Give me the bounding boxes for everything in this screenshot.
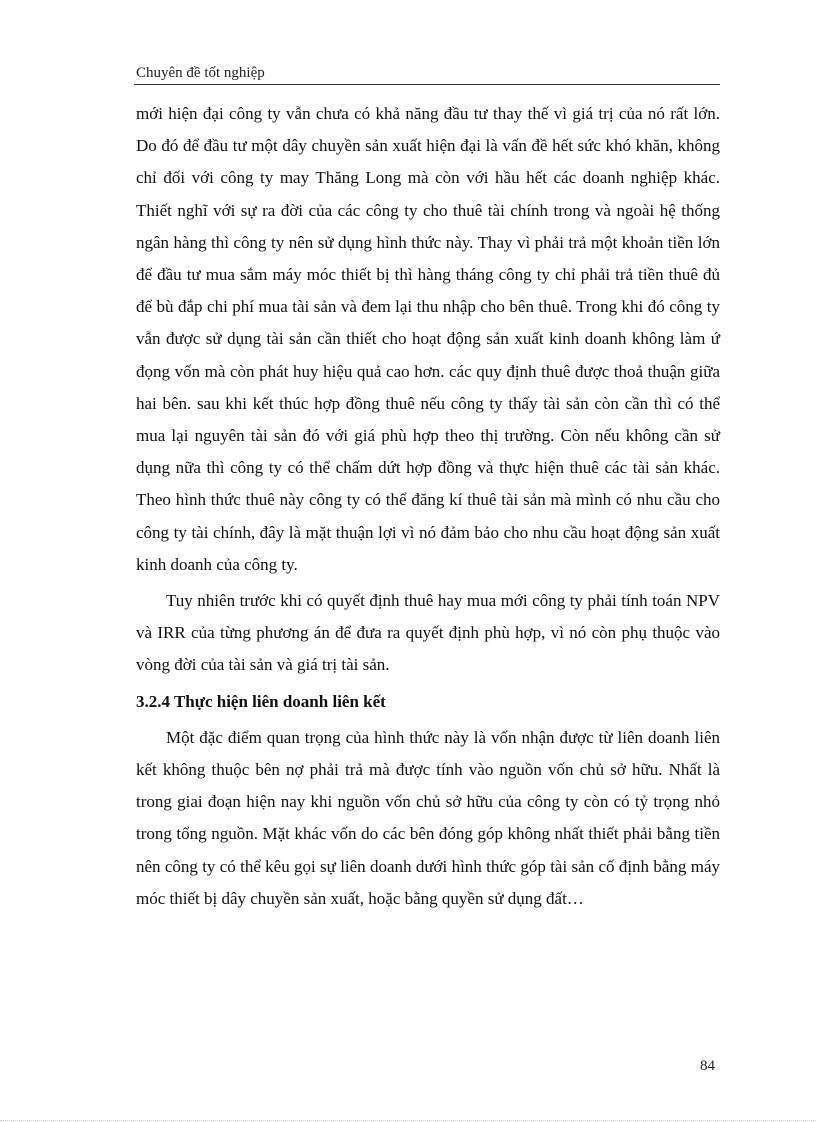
body-text <box>136 98 720 915</box>
header-divider <box>134 84 720 85</box>
paragraph-npv-irr: Tuy nhiên trước khi có quyết định thuê hay mua mới công ty phải tính toán NPV và IRR của từng phương án để đưa ra quyết định phù hợp, vì nó còn phụ thuộc vào vòng đời của tài sản và giá trị tài sản. <box>136 591 720 675</box>
page-bottom-edge <box>0 1120 816 1121</box>
section-heading: 3.2.4 Thực hiện liên doanh liên kết <box>136 691 386 711</box>
paragraph-leasing-continued: mới hiện đại công ty vẫn chưa có khả năng đầu tư thay thế vì giá trị của nó rất lớn. Do đó để đầu tư một dây chuyền sản xuất hiện đại là vấn đề hết sức khó khăn, không chỉ đối với công ty may Thăng Long mà còn với hầu hết các doanh nghiệp khác. Thiết nghĩ với sự ra đời của các công ty cho thuê tài chính trong và ngoài hệ thống ngân hàng thì công ty nên sử dụng hình thức này. Thay vì phải trả một khoản tiền lớn để đầu tư mua sắm máy móc thiết bị thì hàng tháng công ty chỉ phải trả tiền thuê đủ để bù đắp chi phí mua tài sản và đem lại thu nhập cho bên thuê. Trong khi đó công ty vẫn được sử dụng tài sản cần thiết cho hoạt động sản xuất kinh doanh không làm ứ đọng vốn mà còn phát huy hiệu quả cao hơn. các quy định thuê được thoả thuận giữa hai bên. sau khi kết thúc hợp đồng thuê nếu công ty thấy tài sản còn cần thì có thể mua lại nguyên tài sản đó với giá phù hợp theo thị trường. Còn nếu không cần sử dụng nữa thì công ty có thể chấm dứt hợp đồng và thực hiện thuê các tài sản khác. Theo hình thức thuê này công ty có thể đăng kí thuê tài sản mà mình có nhu cầu cho công ty tài chính, đây là mặt thuận lợi vì nó đảm bảo cho nhu cầu hoạt động sản xuất kinh doanh của công ty. <box>136 104 720 574</box>
page-number: 84 <box>700 1058 715 1074</box>
running-header-title: Chuyên đề tốt nghiệp <box>136 65 265 81</box>
paragraph-joint-venture: Một đặc điểm quan trọng của hình thức này là vốn nhận được từ liên doanh liên kết không thuộc bên nợ phải trả mà được tính vào nguồn vốn chủ sở hữu. Nhất là trong giai đoạn hiện nay khi nguồn vốn chủ sở hữu của công ty còn có tỷ trọng nhỏ trong tổng nguồn. Mặt khác vốn do các bên đóng góp không nhất thiết phải bằng tiền nên công ty có thể kêu gọi sự liên doanh dưới hình thức góp tài sản cố định bằng máy móc thiết bị dây chuyền sản xuất, hoặc bằng quyền sử dụng đất… <box>136 727 720 908</box>
